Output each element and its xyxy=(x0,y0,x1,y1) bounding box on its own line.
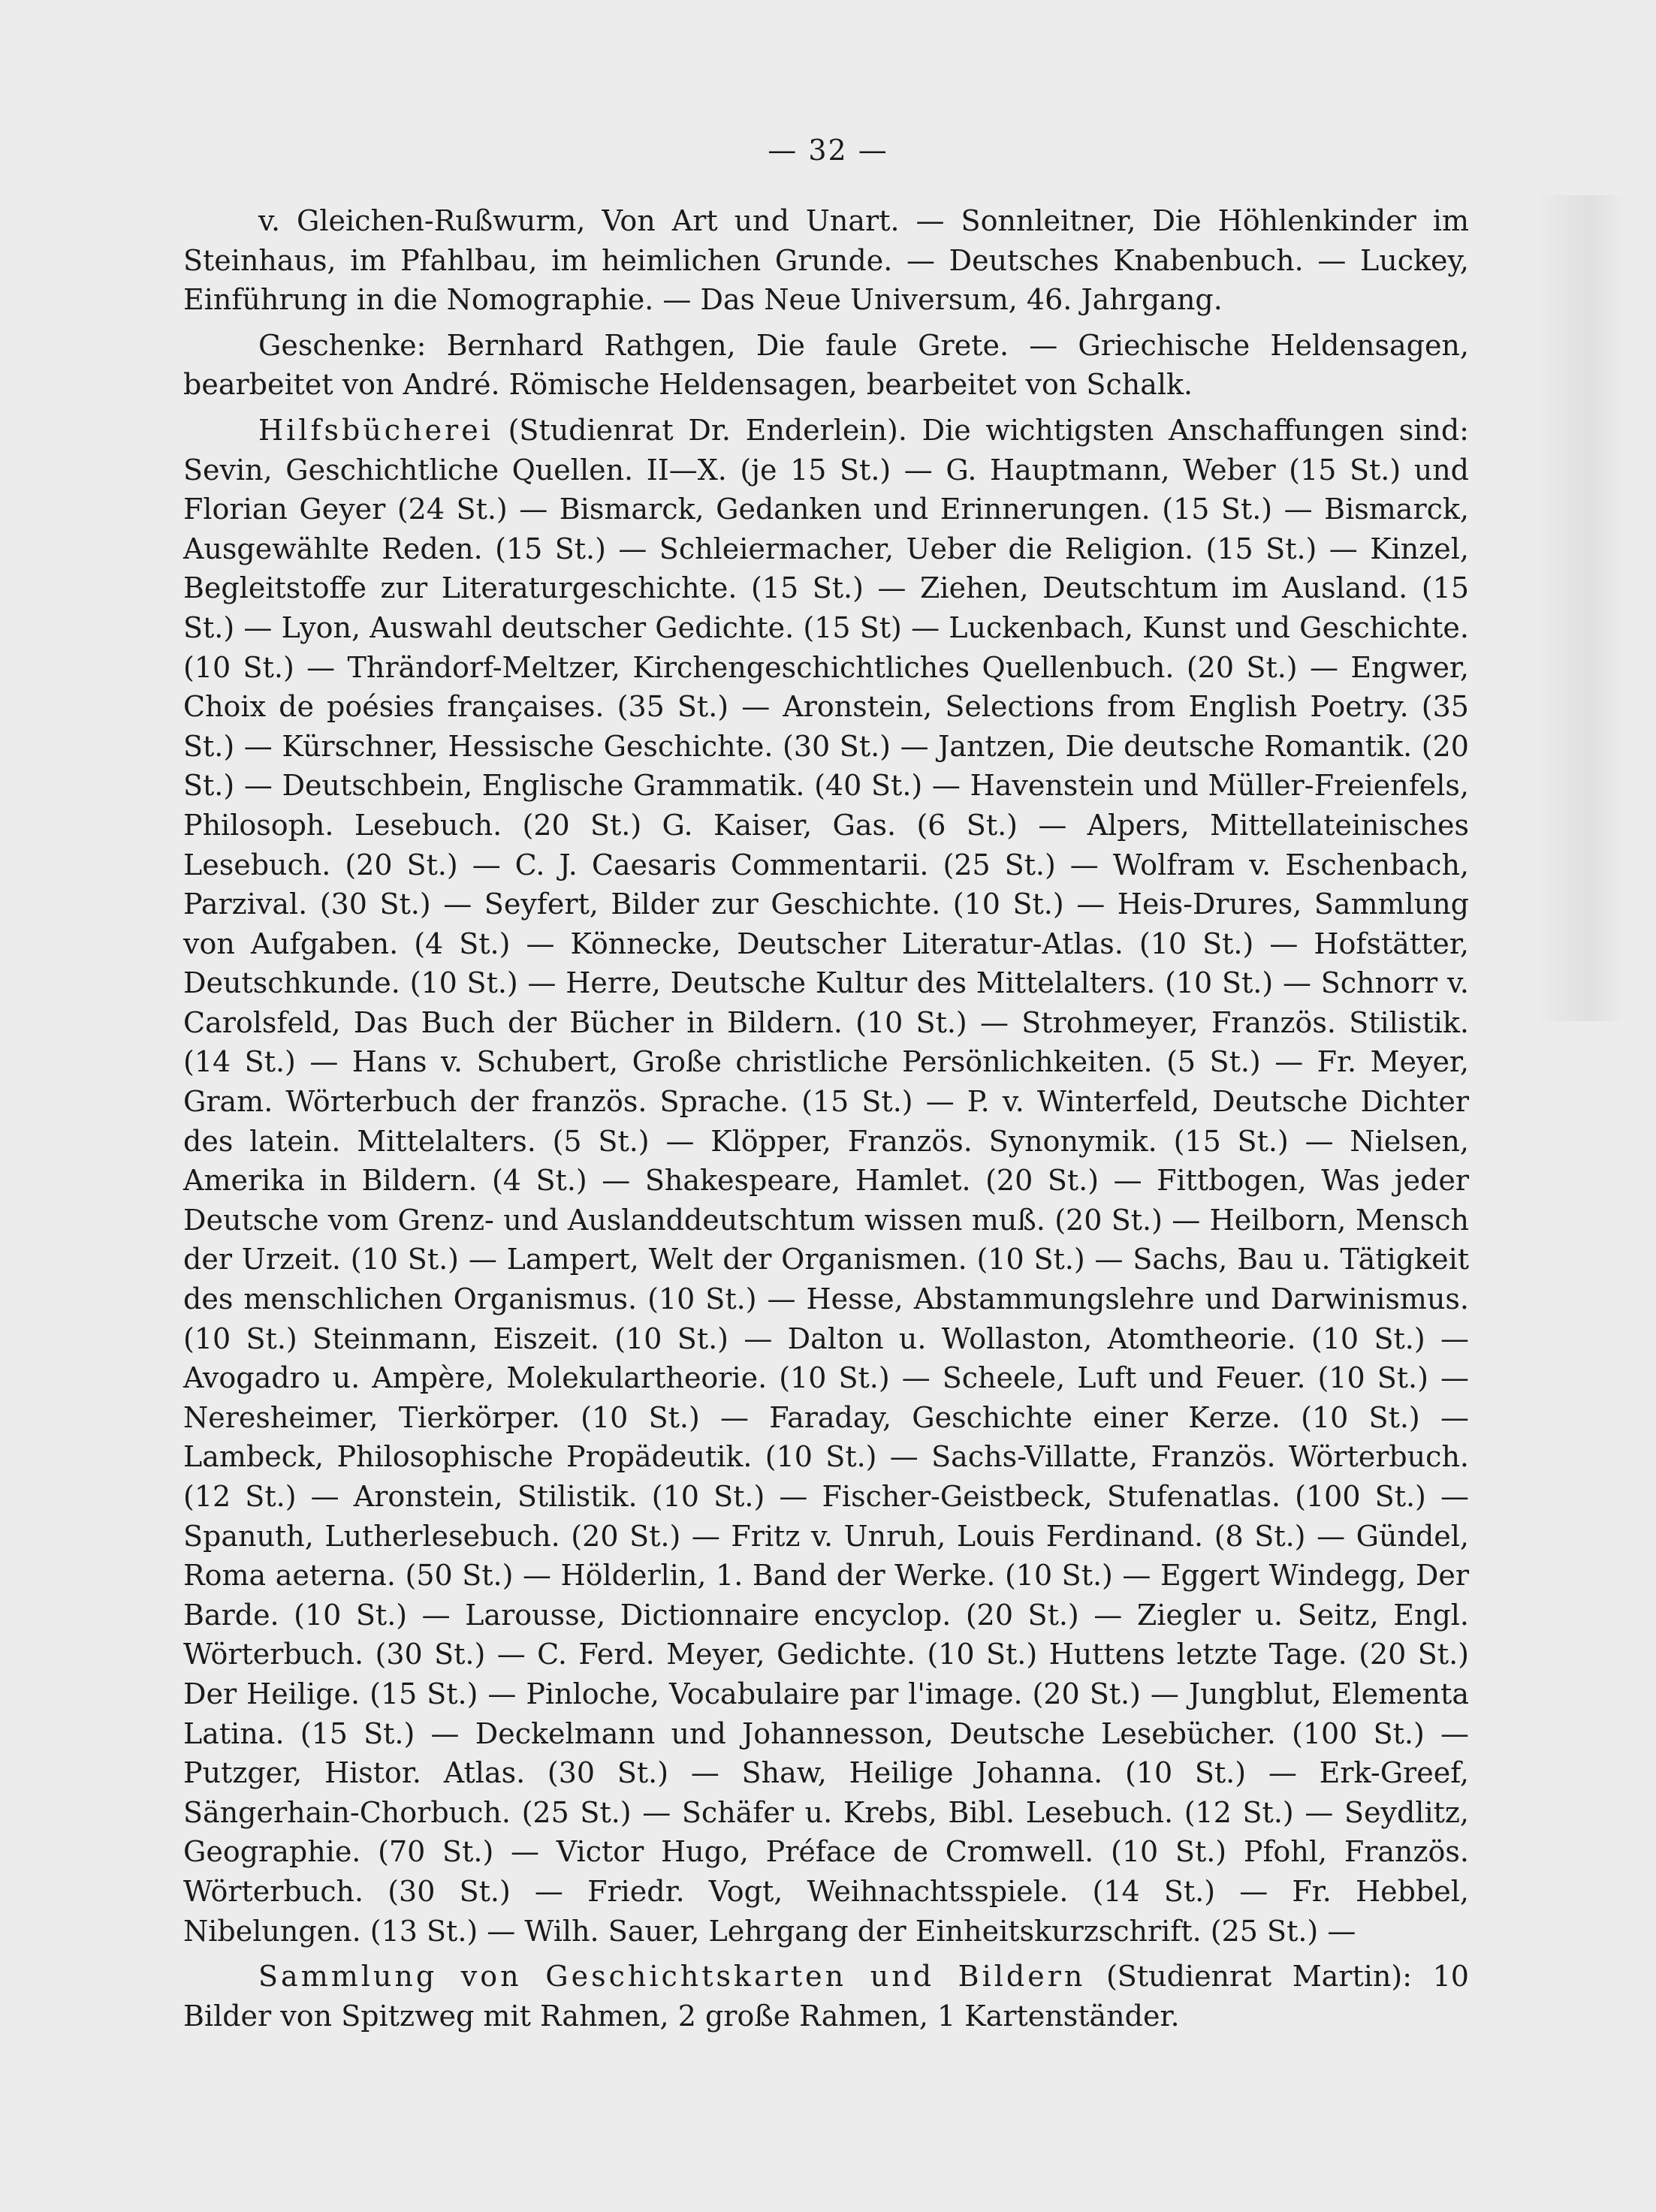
section-lead-hilfsbuecherei: Hilfsbücherei xyxy=(258,413,493,447)
paper-shadow xyxy=(1536,195,1626,1021)
paragraph-sammlung xyxy=(183,1957,1469,2036)
sammlung-text: (Studienrat Martin): 10 Bilder von Spitzweg mit Rahmen, 2 große Rahmen, 1 Kartenständer. xyxy=(183,1960,1469,2033)
page-body xyxy=(183,201,1469,2042)
paragraph-intro: v. Gleichen-Rußwurm, Von Art und Unart. — Sonnleitner, Die Höhlenkinder im Steinhaus, im Pfahlbau, im heimlichen Grunde. — Deutsches Knabenbuch. — Luckey, Einführung in die Nomographie. — Das Neue Universum, 46. Jahrgang. xyxy=(183,204,1469,317)
paragraph-hilfsbuecherei xyxy=(183,411,1469,1951)
paragraph-geschenke: Geschenke: Bernhard Rathgen, Die faule Grete. — Griechische Heldensagen, bearbeitet von André. Römische Heldensagen, bearbeitet von Schalk. xyxy=(183,328,1469,402)
section-lead-sammlung: Sammlung von Geschichtskarten und Bildern xyxy=(258,1960,1086,1994)
page-number: — 32 — xyxy=(768,134,888,167)
hilfsbuecherei-text: (Studienrat Dr. Enderlein). Die wichtigsten Anschaffungen sind: Sevin, Geschichtliche Quellen. II—X. (je 15 St.) — G. Hauptmann, Weber (15 St.) und Florian Geyer (24 St.) — Bismarck, Gedanken und Erinnerungen. (15 St.) — Bismarck, Ausgewählte Reden. (15 St.) — Schleiermacher, Ueber die Religion. (15 St.) — Kinzel, Begleitstoffe zur Literaturgeschichte. (15 St.) — Ziehen, Deutschtum im Ausland. (15 St.) — Lyon, Auswahl deutscher Gedichte. (15 St) — Luckenbach, Kunst und Geschichte. (10 St.) — Thrändorf-Meltzer, Kirchengeschichtliches Quellenbuch. (20 St.) — Engwer, Choix de poésies françaises. (35 St.) — Aronstein, Selections from English Poetry. (35 St.) — Kürschner, Hessische Geschichte. (30 St.) — Jantzen, Die deutsche Romantik. (20 St.) — Deutschbein, Englische Grammatik. (40 St.) — Havenstein und Müller-Freienfels, Philosoph. Lesebuch. (20 St.) G. Kaiser, Gas. (6 St.) — Alpers, Mittellateinisches Lesebuch. (20 St.) — C. J. Caesaris Commentarii. (25 St.) — Wolfram v. Eschenbach, Parzival. (30 St.) — Seyfert, Bilder zur Geschichte. (10 St.) — Heis-Drures, Sammlung von Aufgaben. (4 St.) — Könnecke, Deutscher Literatur-Atlas. (10 St.) — Hofstätter, Deutschkunde. (10 St.) — Herre, Deutsche Kultur des Mittelalters. (10 St.) — Schnorr v. Carolsfeld, Das Buch der Bücher in Bildern. (10 St.) — Strohmeyer, Französ. Stilistik. (14 St.) — Hans v. Schubert, Große christliche Persönlichkeiten. (5 St.) — Fr. Meyer, Gram. Wörterbuch der französ. Sprache. (15 St.) — P. v. Winterfeld, Deutsche Dichter des latein. Mittelalters. (5 St.) — Klöpper, Französ. Synonymik. (15 St.) — Nielsen, Amerika in Bildern. (4 St.) — Shakespeare, Hamlet. (20 St.) — Fittbogen, Was jeder Deutsche vom Grenz- und Auslanddeutschtum wissen muß. (20 St.) — Heilborn, Mensch der Urzeit. (10 St.) — Lampert, Welt der Organismen. (10 St.) — Sachs, Bau u. Tätigkeit des menschlichen Organismus. (10 St.) — Hesse, Abstammungslehre und Darwinismus. (10 St.) Steinmann, Eiszeit. (10 St.) — Dalton u. Wollaston, Atomtheorie. (10 St.) — Avogadro u. Ampère, Molekulartheorie. (10 St.) — Scheele, Luft und Feuer. (10 St.) — Neresheimer, Tierkörper. (10 St.) — Faraday, Geschichte einer Kerze. (10 St.) — Lambeck, Philosophische Propädeutik. (10 St.) — Sachs-Villatte, Französ. Wörterbuch. (12 St.) — Aronstein, Stilistik. (10 St.) — Fischer-Geistbeck, Stufenatlas. (100 St.) — Spanuth, Lutherlesebuch. (20 St.) — Fritz v. Unruh, Louis Ferdinand. (8 St.) — Gündel, Roma aeterna. (50 St.) — Hölderlin, 1. Band der Werke. (10 St.) — Eggert Windegg, Der Barde. (10 St.) — Larousse, Dictionnaire encyclop. (20 St.) — Ziegler u. Seitz, Engl. Wörterbuch. (30 St.) — C. Ferd. Meyer, Gedichte. (10 St.) Huttens letzte Tage. (20 St.) Der Heilige. (15 St.) — Pinloche, Vocabulaire par l'image. (20 St.) — Jungblut, Elementa Latina. (15 St.) — Deckelmann und Johannesson, Deutsche Lesebücher. (100 St.) — Putzger, Histor. Atlas. (30 St.) — Shaw, Heilige Johanna. (10 St.) — Erk-Greef, Sängerhain-Chorbuch. (25 St.) — Schäfer u. Krebs, Bibl. Lesebuch. (12 St.) — Seydlitz, Geographie. (70 St.) — Victor Hugo, Préface de Cromwell. (10 St.) Pfohl, Französ. Wörterbuch. (30 St.) — Friedr. Vogt, Weihnachtsspiele. (14 St.) — Fr. Hebbel, Nibelungen. (13 St.) — Wilh. Sauer, Lehrgang der Einheitskurzschrift. (25 St.) — xyxy=(183,413,1469,1948)
